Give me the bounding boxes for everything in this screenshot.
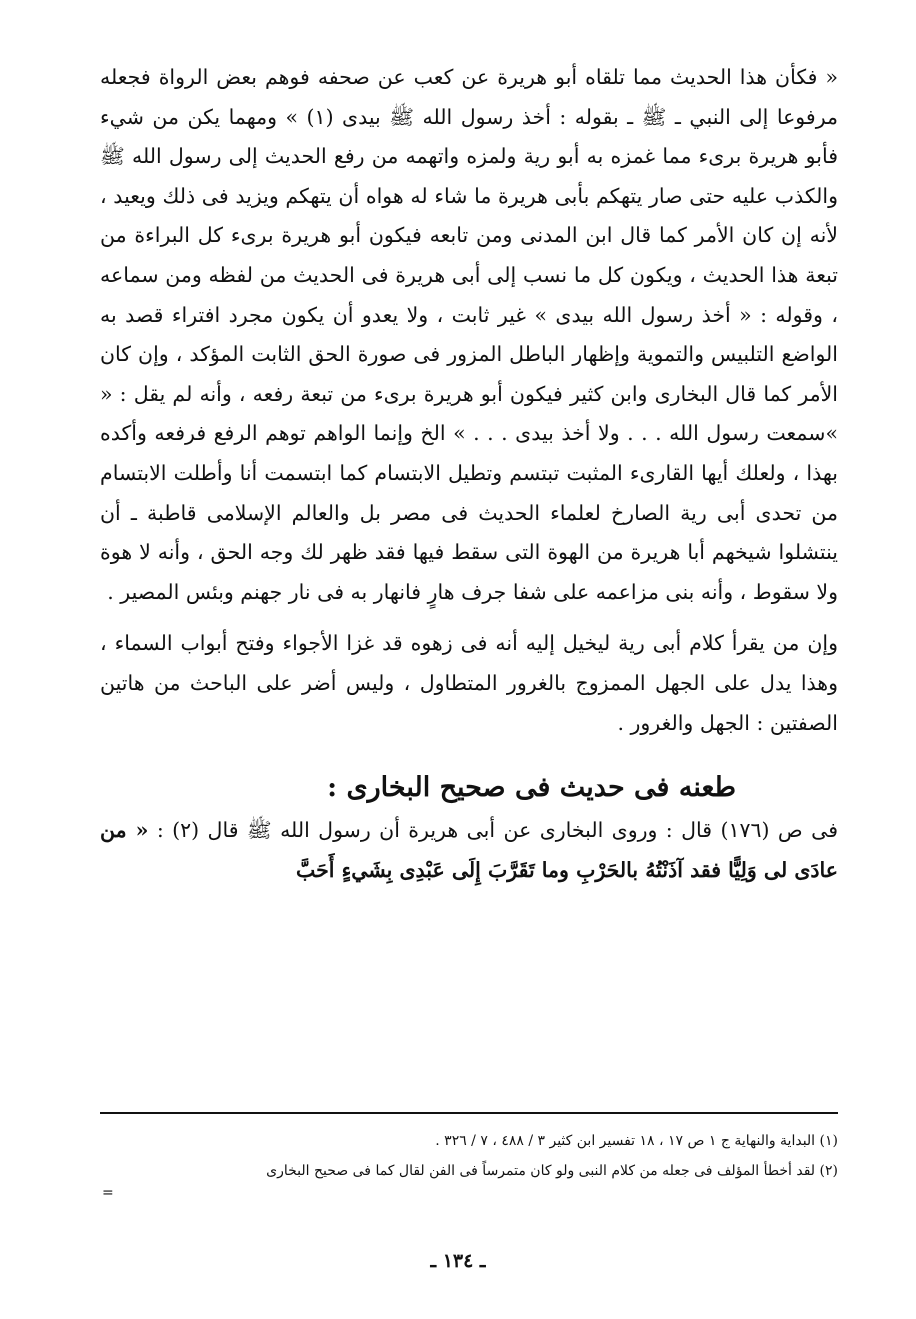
footnotes [100,1112,838,1202]
section-heading: طعنه فى حديث فى صحيح البخارى : [327,772,736,804]
footnote-1: (١) البداية والنهاية ج ١ ص ١٧ ، ١٨ تفسير ابن كثير ٣ / ٤٨٨ ، ٧ / ٣٢٦ . [435,1133,838,1149]
section-paragraph [100,811,838,890]
footnote-continuation-mark: = [102,1185,114,1201]
page-number: ـ ١٣٤ ـ [430,1250,486,1272]
hadith-quote: « من عادَى لى وَلِيًّا فقد آذَنْتُهُ بالحَرْبِ وما تَقَرَّبَ إِلَى عَبْدِى بِشَيءٍ أَحَبَّ [100,818,838,882]
footnote-2: (٢) لقد أخطأ المؤلف فى جعله من كلام النبى ولو كان متمرساً فى الفن لقال كما فى صحيح البخارى [266,1163,838,1179]
body-paragraph-2: وإن من يقرأ كلام أبى رية ليخيل إليه أنه فى زهوه قد غزا الأجواء وفتح أبواب السماء ، وهذا يدل على الجهل الممزوج بالغرور المتطاول ، وليس أضر على الباحث من هاتين الصفتين : الجهل والغرور . [100,631,838,735]
section-intro-text: فى ص (١٧٦) قال : وروى البخارى عن أبى هريرة أن رسول الله ﷺ قال (٢) : [156,818,838,843]
body-paragraph-1: « فكأن هذا الحديث مما تلقاه أبو هريرة عن كعب عن صحفه فوهم بعض الرواة فجعله مرفوعا إلى النبي ـ ﷺ ـ بقوله : أخذ رسول الله ﷺ بيدى (١) » ومهما يكن من شيء فأبو هريرة برىء مما غمزه به أبو رية ولمزه واتهمه من رفع الحديث إلى رسول الله ﷺ والكذب عليه حتى صار يتهكم بأبى هريرة ما شاء له هواه أن يتهكم ويزيد فى ذلك ويعيد ، لأنه إن كان الأمر كما قال ابن المدنى ومن تابعه فيكون أبو هريرة برىء كل البراءة من تبعة هذا الحديث ، ويكون كل ما نسب إلى أبى هريرة فى الحديث من لفظه ومن سماعه ، وقوله : « أخذ رسول الله بيدى » غير ثابت ، ولا يعدو أن يكون مجرد افتراء قصد به الواضع التلبيس والتموية وإظهار الباطل المزور فى صورة الحق الثابت المؤكد ، وإن كان الأمر كما قال البخارى وابن كثير فيكون أبو هريرة برىء من تبعة رفعه ، وأنه لم يقل : « »سمعت رسول الله . . . ولا أخذ بيدى . . . » الخ وإنما الواهم توهم الرفع فرفعه وأكده بهذا ، ولعلك أيها القارىء المثبت تبتسم وتطيل الابتسام كما ابتسمت أنا وأطلت الابتسام من تحدى أبى رية الصارخ لعلماء الحديث فى مصر بل والعالم الإسلامى قاطبة ـ أن ينتشلوا شيخهم أبا هريرة من الهوة التى سقط فيها فقد ظهر لك وجه الحق ، وأنه لا هوة ولا سقوط ، وأنه بنى مزاعمه على شفا جرف هارٍ فانهار به فى نار جهنم وبئس المصير . [100,65,838,604]
